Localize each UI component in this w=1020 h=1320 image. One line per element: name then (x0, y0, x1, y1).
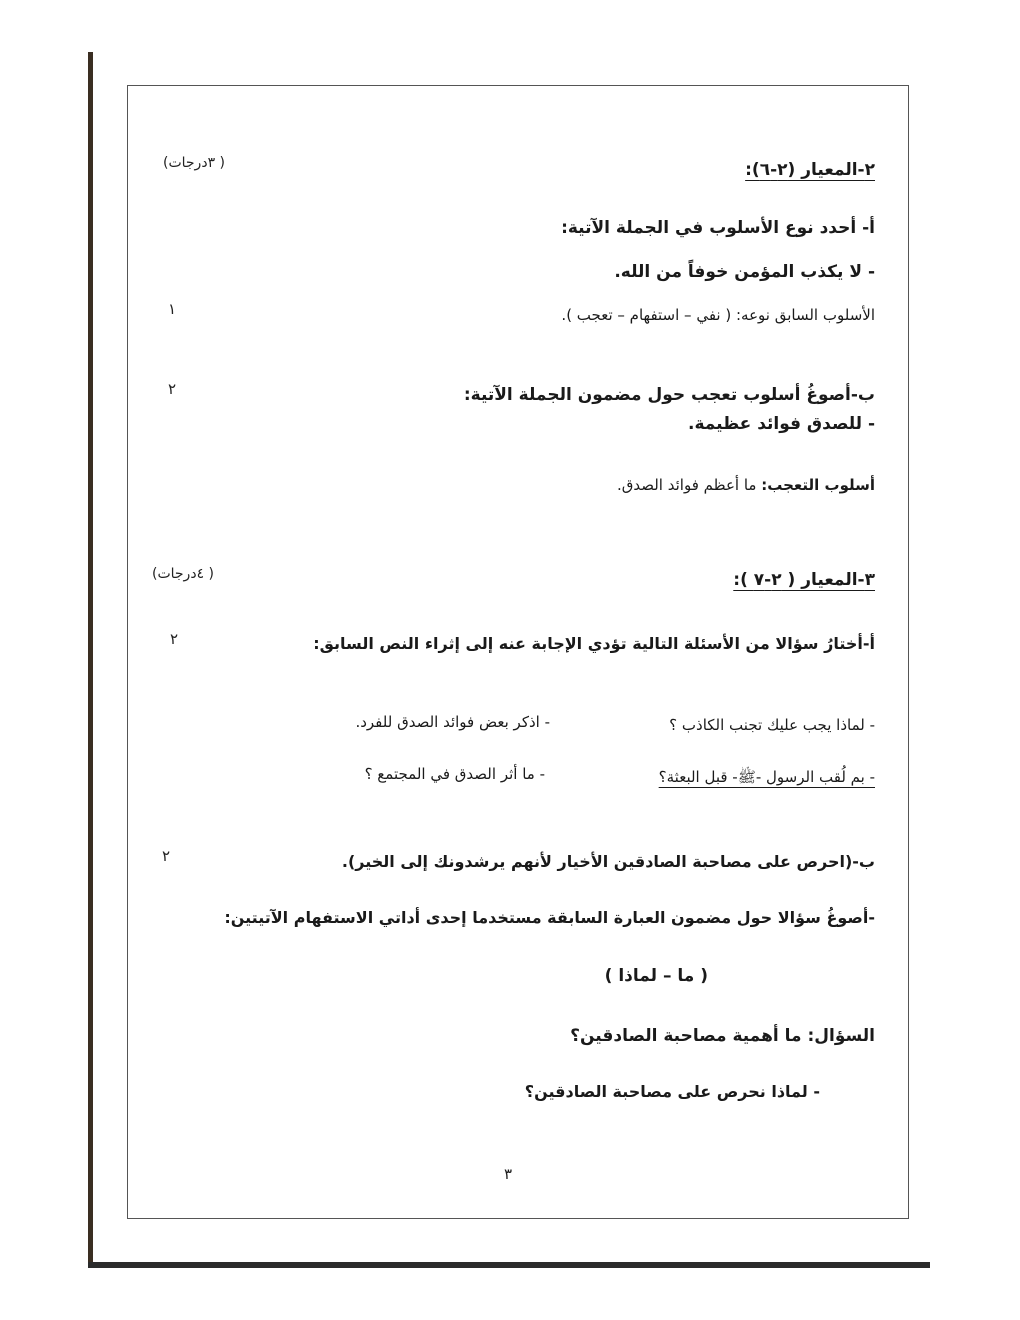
standard-6-part-b-title: ب-أصوغُ أسلوب تعجب حول مضمون الجملة الآتية: (463, 385, 875, 405)
standard-7-part-b-title: ب-(احرص على مصاحبة الصادقين الأخيار لأنهم يرشدونك إلى الخير). (341, 852, 875, 871)
page-number: ٣ (504, 1165, 513, 1183)
answer-label: أسلوب التعجب: (761, 476, 875, 494)
standard-6-part-a-title: أ- أحدد نوع الأسلوب في الجملة الآتية: (561, 218, 875, 238)
scan-shadow-bottom (88, 1262, 930, 1268)
standard-6-part-b-answer (617, 476, 875, 494)
standard-7-part-a-mark: ٢ (170, 630, 179, 648)
option-3: - بم لُقب الرسول -ﷺ- قبل البعثة؟ (658, 768, 875, 786)
question-1-text: ما أهمية مصاحبة الصادقين؟ (570, 1026, 802, 1046)
standard-6-part-a-mark: ١ (168, 300, 177, 318)
standard-7-heading: ٣-المعيار ( ٢-٧ ): (733, 570, 875, 590)
standard-6-part-a-answer: الأسلوب السابق نوعه: ( نفي – استفهام – تعجب ). (561, 306, 875, 324)
answer-text: ما أعظم فوائد الصدق. (616, 476, 757, 494)
standard-6-part-b-sentence: - للصدق فوائد عظيمة. (688, 414, 875, 434)
standard-7-part-b-instruction: -أصوغُ سؤالا حول مضمون العبارة السابقة مستخدما إحدى أداتي الاستفهام الآتيتين: (224, 908, 875, 927)
option-1: - لماذا يجب عليك تجنب الكاذب ؟ (669, 716, 875, 734)
scan-shadow-left (88, 52, 93, 1266)
standard-6-heading: ٢-المعيار (٢-٦): (745, 160, 875, 180)
option-4: - ما أثر الصدق في المجتمع ؟ (364, 765, 545, 783)
standard-6-grade: ( ٣درجات) (163, 155, 226, 171)
standard-6-part-b-mark: ٢ (168, 380, 177, 398)
question-tools: ( ما – لماذا ) (604, 966, 708, 986)
answer-question-1 (570, 1026, 875, 1046)
standard-7-part-b-mark: ٢ (162, 847, 171, 865)
question-label: السؤال: (807, 1026, 875, 1046)
answer-question-2: - لماذا نحرص على مصاحبة الصادقين؟ (524, 1082, 820, 1101)
standard-7-grade: ( ٤درجات) (152, 566, 215, 582)
standard-7-part-a-title: أ-أختارُ سؤالا من الأسئلة التالية تؤدي الإجابة عنه إلى إثراء النص السابق: (313, 634, 875, 653)
standard-6-part-a-sentence: - لا يكذب المؤمن خوفاً من الله. (614, 262, 875, 282)
option-2: - اذكر بعض فوائد الصدق للفرد. (355, 713, 550, 731)
